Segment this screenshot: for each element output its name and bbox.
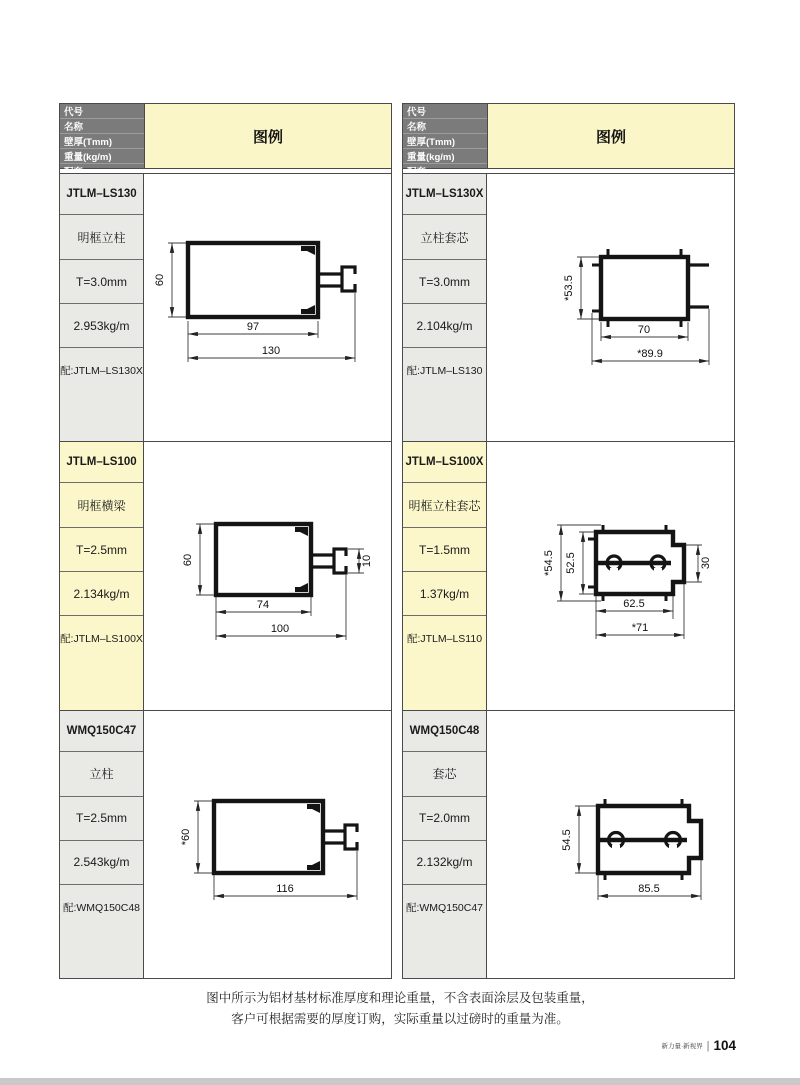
dim-overall-width-label: 130: [261, 345, 281, 357]
dim-inner-width-label: 70: [637, 324, 651, 336]
product-block-jtlm-ls130x: [403, 173, 734, 441]
header-row-code: 代号: [403, 104, 487, 119]
dim-inner-width-label: 62.5: [623, 598, 645, 611]
profile-drawing-wmq150c48: [487, 713, 733, 973]
product-weight: 2.104kg/m: [403, 304, 486, 348]
product-labels: [403, 711, 487, 978]
product-name: 立柱: [60, 752, 143, 797]
product-labels: [60, 711, 144, 978]
product-labels: [60, 174, 144, 441]
dim-overall-width-label: 116: [276, 882, 294, 895]
header-row-weight: 重量(kg/m): [403, 149, 487, 164]
product-block-wmq150c48: [403, 710, 734, 978]
product-thickness: T=1.5mm: [403, 528, 486, 572]
dim-height-label: 54.5: [561, 828, 573, 851]
table-header: [403, 104, 734, 169]
product-thickness: T=3.0mm: [403, 260, 486, 304]
product-labels: [60, 442, 144, 709]
legend-header-cell: 图例: [144, 104, 391, 168]
product-weight: 1.37kg/m: [403, 572, 486, 616]
product-block-jtlm-ls100: [60, 441, 391, 709]
header-row-thickness: 壁厚(Tmm): [403, 134, 487, 149]
footer-note: [0, 988, 800, 1030]
page-bottom-edge: [0, 1078, 800, 1085]
product-thickness: T=2.0mm: [403, 797, 486, 841]
profile-drawing-jtlm-ls100x: [487, 444, 733, 704]
product-match: 配:WMQ150C47: [403, 885, 486, 978]
product-thickness: T=2.5mm: [60, 528, 143, 572]
dim-inner-width-label: 74: [256, 599, 270, 612]
legend-header-cell: 图例: [487, 104, 734, 168]
product-weight: 2.953kg/m: [60, 304, 143, 348]
header-row-weight: 重量(kg/m): [60, 149, 144, 164]
profile-drawing-jtlm-ls130: [144, 176, 390, 436]
product-weight: 2.543kg/m: [60, 841, 143, 885]
profile-drawing-jtlm-ls130x: [487, 176, 733, 436]
legend-drawing-cell: [487, 442, 734, 709]
dim-overall-width-label: 100: [270, 623, 290, 636]
product-code: WMQ150C48: [403, 711, 486, 752]
product-block-wmq150c47: [60, 710, 391, 978]
dim-height-label: 60: [182, 554, 194, 567]
dim-step-label: 30: [700, 557, 712, 570]
dim-height-label: 52.5: [565, 552, 577, 575]
legend-drawing-cell: [487, 711, 734, 978]
product-weight: 2.134kg/m: [60, 572, 143, 616]
spec-table-left: [59, 103, 392, 979]
brand-slogan: 新力量·新视界: [661, 1043, 703, 1050]
dim-overall-width-label: *89.9: [637, 348, 663, 360]
page-number: 104: [713, 1038, 736, 1053]
product-weight: 2.132kg/m: [403, 841, 486, 885]
footer-note-line1: 图中所示为铝材基材标准厚度和理论重量，不含表面涂层及包装重量，: [206, 991, 594, 1005]
product-match: 配:JTLM–LS110: [403, 616, 486, 709]
product-name: 明框横梁: [60, 483, 143, 528]
product-name: 套芯: [403, 752, 486, 797]
product-thickness: T=3.0mm: [60, 260, 143, 304]
product-match: 配:JTLM–LS130: [403, 348, 486, 441]
dim-height-label: *53.5: [563, 275, 575, 301]
dim-overall-width-label: 85.5: [638, 882, 660, 895]
product-block-jtlm-ls100x: [403, 441, 734, 709]
header-row-name: 名称: [403, 119, 487, 134]
legend-drawing-cell: [144, 174, 391, 441]
product-code: JTLM–LS100X: [403, 442, 486, 483]
header-row-thickness: 壁厚(Tmm): [60, 134, 144, 149]
header-row-name: 名称: [60, 119, 144, 134]
legend-drawing-cell: [144, 711, 391, 978]
dim-height-label: 60: [154, 273, 166, 287]
table-header: [60, 104, 391, 169]
page-footer: [661, 1038, 736, 1053]
product-block-jtlm-ls130: [60, 173, 391, 441]
dim-outer-height-label: *54.5: [543, 550, 555, 577]
header-row-code: 代号: [60, 104, 144, 119]
dim-overall-width-label: *71: [631, 622, 649, 635]
product-code: JTLM–LS130: [60, 174, 143, 215]
footer-divider: |: [706, 1039, 710, 1052]
product-code: JTLM–LS100: [60, 442, 143, 483]
product-name: 明框立柱: [60, 215, 143, 260]
product-labels: [403, 442, 487, 709]
product-code: WMQ150C47: [60, 711, 143, 752]
product-name: 明框立柱套芯: [403, 483, 486, 528]
product-match: 配:JTLM–LS130X: [60, 348, 143, 441]
legend-drawing-cell: [487, 174, 734, 441]
product-match: 配:JTLM–LS100X: [60, 616, 143, 709]
product-thickness: T=2.5mm: [60, 797, 143, 841]
dim-height-label: *60: [180, 828, 192, 845]
spec-table-right: [402, 103, 735, 979]
footer-note-line2: 客户可根据需要的厚度订购，实际重量以过磅时的重量为准。: [231, 1012, 569, 1026]
dim-tongue-label: 10: [361, 555, 373, 568]
profile-drawing-wmq150c47: [144, 713, 390, 973]
header-label-column: [60, 104, 144, 168]
product-match: 配:WMQ150C48: [60, 885, 143, 978]
header-label-column: [403, 104, 487, 168]
legend-drawing-cell: [144, 442, 391, 709]
profile-drawing-jtlm-ls100: [144, 444, 390, 704]
product-name: 立柱套芯: [403, 215, 486, 260]
product-code: JTLM–LS130X: [403, 174, 486, 215]
dim-inner-width-label: 97: [246, 321, 260, 333]
product-labels: [403, 174, 487, 441]
